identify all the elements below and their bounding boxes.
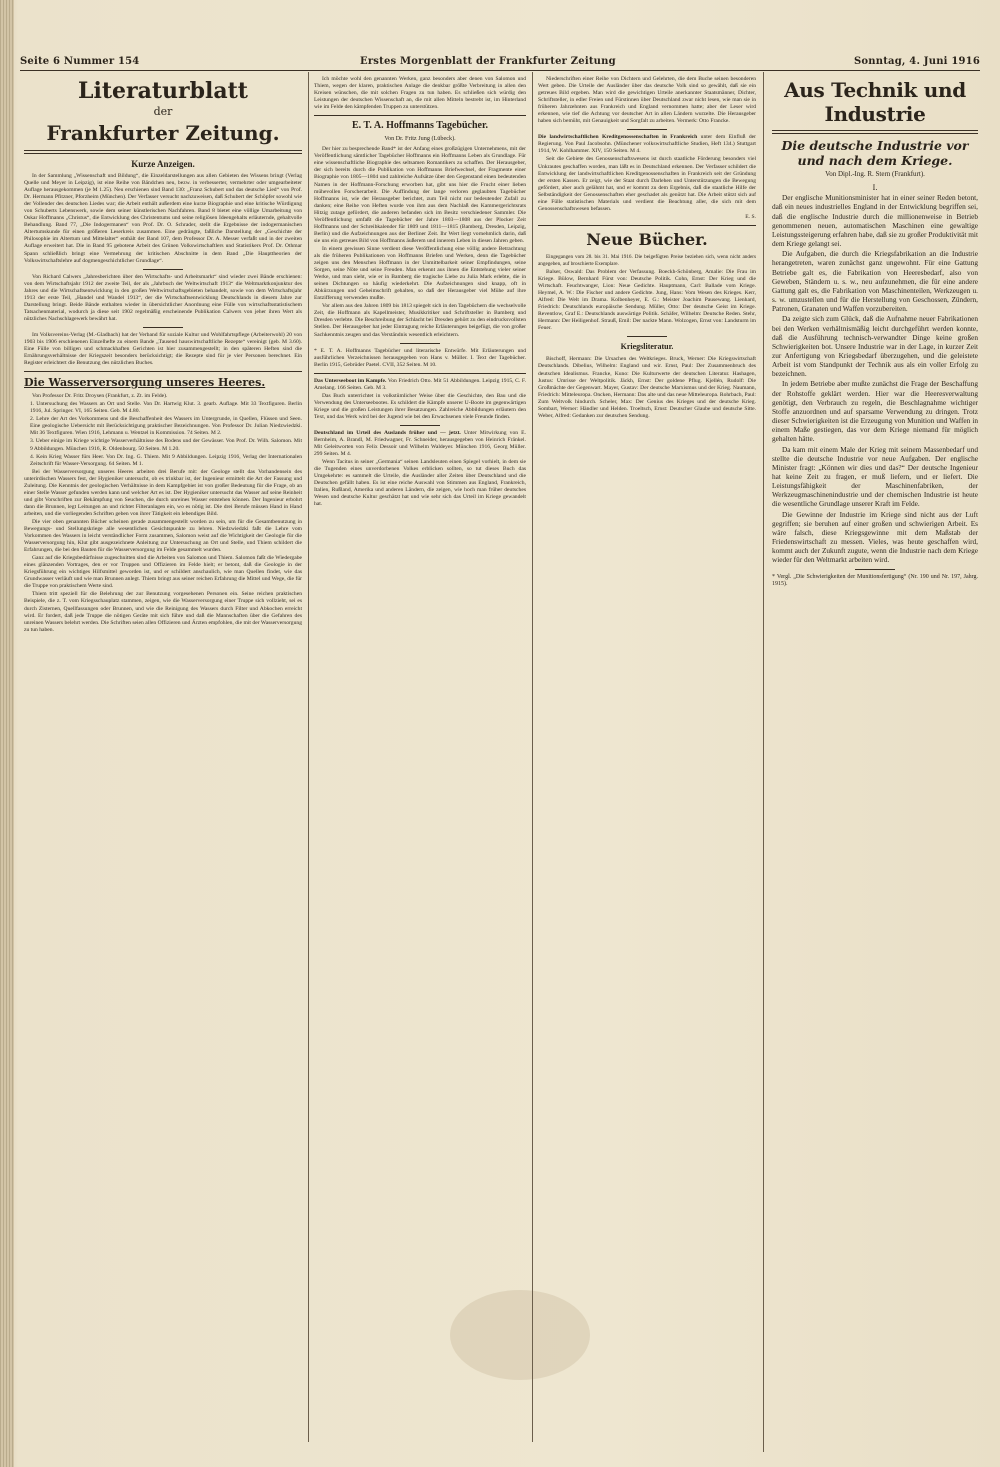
paragraph: In der Sammlung „Wissenschaft und Bildung“, die Einzeldarstellungen aus allen Gebieten des Wissens bringt (Verlag Quelle und Meyer in Leipzig), ist eine Reihe von Bändchen neu, bezw. in verbesserter, vermehrter oder umgearbeiteter Auflage herausgekommen (je M 1.25). Neu erschienen sind Band 130: „Franz Schubert und das deutsche Lied“ von Prof. Dr. Hermann Pfitzner, Pforzheim (München). Der Verfasser versucht nachzuweisen, daß Schubert der Schöpfer sowohl wie der Vollender des deutschen Liedes war; die Arbeit enthält außerdem eine kurze Biographie und eine kritische Würdigung von Schuberts Lebenswerk, sowie dem seiner künstlerischen Nachfahren. Band 8 bietet eine völlige Umarbeitung von Oskar Hoffmanns „Christus“, die Entwicklung des Christentums und seine religiösen Ideengehalts erläuternde, gehaltvolle Behandlung. Band 77, „Die Indogermanen“ von Prof. Dr. O. Schrader, stellt die Ergebnisse der indogermanischen Altertumskunde für einen größeren Leserkreis zusammen. Eine gedrängte, faßliche Darstellung der „Geschichte der Philosophie im Altertum und Mittelalter“ enthält der Band 107, dem Professor Dr. A. Messer verfaßt und in der zweiten Auflage erweitert hat. Die in Band 95 gebotene Arbeit des Grünen Volkswirtschaftlers und Statistikers Prof. Dr. Othmar Spann schließlich bringt eine Vermehrung der kritischen Abschnitte in dem Band „Die Haupttheorien der Volkswirtschaftslehre auf dogmengeschichtlicher Grundlage“. (24, 173, 302, 264)
review-info: Von Friedrich Otto. Mit 51 Abbildungen. Leipzig 1915, C. F. Amelang. 166 Seiten. Geb. M 3. (314, 377, 526, 391)
paragraph: Ganz auf die Kriegsbedürfnisse zugeschnitten sind die Arbeiten von Salomon und Thiem. Salomon faßt die Wiedergabe eines glänzenden Vortrages, den er vor Truppen und Offizieren im Felde hielt; er betont, daß die Geologie in der Kriegsführung ein wichtiges Hilfsmittel geworden ist, und er schildert anschaulich, wie man Quellen findet, wie das Grundwasser verläuft und wie man Brunnen anlegt. Thiem bringt aus seiner reichen Erfahrung die Mittel und Wege, die für die Truppe von praktischem Werte sind. (24, 555, 302, 590)
divider (314, 115, 526, 116)
review-info: unter dem Einfluß der Regierung. Von Paul Jacobsohn. (Münchener volkswirtschaftliche Studien, Heft 134.) Stuttgart 1914, W. Kohlhammer. XIV, 150 Seiten. M 4. (538, 134, 756, 155)
paragraph: Die Aufgaben, die durch die Kriegsfabrikation an die Industrie herangetreten, waren zunächst ganz ungewohnt. Für eine Gattung Betriebe galt es, die Fabrikation von Heeresbedarf, also von Geweben, Ständern u. s. w., neu aufzunehmen, die für eine andere Gattung galt es, die Fabrikation von Maschinenteilen, Werkzeugen u. s. w. umzustellen und für die Herstellung von Geschossen, Zündern, Patronen, Granaten und Waffen vorzubereiten. (772, 249, 978, 314)
paragraph: Da zeigte sich zum Glück, daß die Aufnahme neuer Fabrikationen bei den Werken verhältnismäßig leicht durchgeführt werden konnte, daß die Ausführung technisch-verwandter Dinge keine großen Schwierigkeiten bot. Unsere Industrie war in der Lage, in kurzer Zeit zur Anfertigung von Kriegsbedarf überzugehen, und die geleistete Arbeit ist vom Standpunkt der Technik aus als ein voller Erfolg zu bezeichnen. (772, 314, 978, 379)
paragraph: Niederschriften einer Reihe von Dichtern und Gelehrten, die dem Buche seinen besonderen Wert geben. Die Urteile der Ausländer über das deutsche Volk sind so gewählt, daß sie ein getreues Bild ergeben. Man wird die gewichtigen Urteile anerkannter Staatsmänner, Dichter, Schriftsteller, in edler Freien und Fürstinnen über Deutschland zwar nicht lesen, wie man sie in früheren Jahrzehnten aus Frankreich und England vernommen hatte; aber der Leser wird erkennen, wie tief die Achtung vor deutscher Art in allen Ländern wurzelte. Die Herausgeber haben sich bemüht, mit Genauigkeit und Sorgfalt zu arbeiten. Vermerk: Otto Francke. (538, 76, 756, 125)
paragraph: Vor allem aus den Jahren 1809 bis 1813 spiegelt sich in den Tagebüchern die wechselvolle Zeit, die Hoffmann als Kapellmeister, Musikkritiker und Schriftsteller in Bamberg und Dresden verlebte. Die Beschreibung der Schlacht bei Dresden gehört zu den eindrucksvollsten Stellen. Der Herausgeber hat jeder Eintragung reiche Erläuterungen beigefügt, die von großer Sachkenntnis zeugen und das Verständnis wesentlich erleichtern. (314, 303, 526, 338)
section-note: Eingegangen vom 28. bis 31. Mai 1916. Die beigefügten Preise beziehen sich, wenn nicht anders angegeben, auf broschierte Exemplare. (538, 253, 756, 267)
section-title-kriegsliteratur: Kriegsliteratur. (620, 342, 674, 352)
column-rule-1 (308, 72, 309, 1442)
divider (24, 371, 302, 372)
paragraph: Thiem tritt speziell für die Belehrung der zur Benutzung vorgesehenen Personen ein. Seine reichen praktischen Beispiele, die z. T. vom Kriegsschauplatz stammen, zeigen, wie die Wasserversorgung einer Truppe sich vollzieht, sei es durch Zisternen, Quellfassungen oder Brunnen, und wie die Reinigung des Wassers durch Filter und Abkochen erreicht wird. Er fordert, daß jede Truppe die nötigen Geräte mit sich führe und daß die Mannschaften über die Gefahren des unreinen Wassers belehrt werden. Die Schriften seien allen Offizieren und Ärzten empfohlen, die mit der Wasserversorgung zu tun haben. (24, 591, 302, 633)
footnote: * Vergl. „Die Schwierigkeiten der Munitionsfertigung“ (Nr. 190 und Nr. 197, Jahrg. 1915). (772, 573, 978, 587)
paragraph: Wenn Tacitus in seiner „Germania“ seinen Landsleuten einen Spiegel vorhielt, in dem sie die Tugenden eines unverdorbenen Volkes erblicken sollten, so tut dieses Buch das Umgekehrte: es sammelt die Urteile, die Ausländer aller Zeiten über Deutschland und die Deutschen gefällt haben. Es ist eine reiche Auswahl von Stimmen aus England, Frankreich, Italien, Rußland, Amerika und anderen Ländern, die zeigen, wie hoch man früher deutsches Wesen und deutsche Kultur geschätzt hat und wie sehr sich das Urteil im Kriege gewandelt hat. (314, 459, 526, 508)
paragraph: Ich möchte wohl den genannten Werken, ganz besonders aber denen von Salomon und Thiem, wegen der klaren, praktischen Anlage die denkbar größte Verbreitung in allen den Kreisen wünschen, die mit solchen Fragen zu tun haben. Es schließen sich würdig den Leistungen der deutschen Wissenschaft an, die mit allen Mitteln bestrebt ist, im Hinterland wie im Felde den kämpfenden Truppen zu unterstützen. (314, 76, 526, 111)
header-right: Sonntag, 4. Juni 1916 (854, 56, 980, 67)
binding-gutter (0, 0, 14, 1467)
divider (143, 269, 183, 270)
byline: Von Professor Dr. Fritz Droysen (Frankfurt, z. Zt. im Felde). (32, 393, 168, 400)
review-title: Die landwirtschaftlichen Kreditgenossenschaften in Frankreich (538, 134, 698, 141)
book-list: Bischoff, Hermann: Die Ursachen des Weltkrieges. Bruck, Werner: Die Kriegswirtschaft Deutschlands. Dibelius, Wilhelm: England und wir. Ernst, Paul: Der Zusammenbruch des deutschen Idealismus. Francke, Kuno: Die Kulturwerte der deutschen Literatur. Hashagen, Justus: Umrisse der Weltpolitik. Jäckh, Ernst: Der goldene Pflug. Kjellén, Rudolf: Die Großmächte der Gegenwart. Mayer, Gustav: Der deutsche Marxismus und der Krieg. Naumann, Friedrich: Mitteleuropa. Oncken, Hermann: Das alte und das neue Mitteleuropa. Rohrbach, Paul: Zum Weltvolk hindurch. Scheler, Max: Der Genius des Krieges und der deutsche Krieg. Sombart, Werner: Händler und Helden. Troeltsch, Ernst: Deutscher Glaube und deutsche Sitte. Weber, Alfred: Gedanken zur deutschen Sendung. (538, 356, 756, 419)
divider (627, 336, 667, 337)
divider (855, 569, 895, 570)
divider (314, 373, 526, 374)
book-list-item: 3. Ueber einige im Kriege wichtige Wasserverhältnisse des Bodens und der Gewässer. Von Prof. Dr. Wilh. Salomon. Mit 9 Abbildungen. München 1916, R. Oldenbourg. 50 Seiten. M 1.20. (30, 438, 302, 452)
divider (400, 425, 440, 426)
paragraph: In jedem Betriebe aber mußte zunächst die Frage der Beschaffung der Rohstoffe geklärt werden. Hier war die Heeresverwaltung genötigt, den Verbrauch zu regeln, die Beschlagnahme wichtiger Stoffe anzuordnen und auf sparsame Verwendung zu dringen. Trotz dieser Schwierigkeiten ist die Erzeugung von Munition und Waffen in einem Maße gestiegen, das vor dem Kriege niemand für möglich gehalten hätte. (772, 379, 978, 444)
divider (627, 129, 667, 130)
paragraph: Bei der Wasserversorgung unseres Heeres arbeiten drei Berufe mit: der Geologe stellt das Vorhandensein des unterirdischen Wassers fest, der Hygieniker untersucht, ob es trinkbar ist, der Ingenieur ermittelt die Art der Fassung und Zuleitung. Die Kenntnis der geologischen Verhältnisse in dem Kampfgebiet ist von großer Bedeutung für die Frage, ob an einer Stelle Wasser gefunden werden kann und welcher Art es ist. Der Hygieniker untersucht das Wasser auf seine Reinheit und gibt Vorschriften zur Bekämpfung von Seuchen, die durch unreines Wasser entstehen können. Der Ingenieur erbohrt dann die Brunnen, legt Leitungen an und richtet Filteranlagen ein, wo es nötig ist. Die drei Berufe müssen Hand in Hand arbeiten, und die vorliegenden Schriften geben von ihrer Tätigkeit ein lebendiges Bild. (24, 468, 302, 517)
book-list-item: 1. Untersuchung des Wassers an Ort und Stelle. Von Dr. Hartwig Klut. 3. gearb. Auflage. Mit 33 Textfiguren. Berlin 1916, Jul. Springer. VI, 165 Seiten. Geb. M 4.80. (30, 401, 302, 415)
paragraph: Die vier oben genannten Bücher scheinen gerade zusammengestellt worden zu sein, um für die Gesamtbenutzung in Bewegungs- und Stellungskriege alle wesentlichen Gesichtspunkte zu lehren. Niedzwiedzki faßt die Lehre vom Vorkommen des Wassers in leicht verständlicher Form zusammen, Salomon weist auf die Wichtigkeit der Geologie für die Wasserversorgung hin, Klut gibt ausgezeichnete Anleitung zur Untersuchung an Ort und Stelle, und Thiem schildert die Erfahrungen, die bei den Bauten für die Wasserversorgung im Felde gesammelt wurden. (24, 518, 302, 554)
column-rule-3 (763, 72, 764, 1452)
article-title-hoffmann: E. T. A. Hoffmanns Tagebücher. (352, 120, 488, 132)
review-title: Das Unterseeboot im Kampfe. (314, 377, 387, 384)
paragraph: Die Gewinne der Industrie im Kriege sind nicht aus der Luft gegriffen; sie beruhen auf einer großen und schwierigen Arbeit. Es wäre falsch, diese Kriegsgewinne mit dem Maßstab der Friedenswirtschaft zu messen. Vieles, was heute geschaffen wird, kommt auch der Zukunft zugute, wenn die Industrie nach dem Kriege wieder für den Weltmarkt arbeiten wird. (772, 509, 978, 565)
column-literaturblatt (24, 76, 302, 1451)
footnote: * E. T. A. Hoffmanns Tagebücher und literarische Entwürfe. Mit Erläuterungen und ausführlichen Verzeichnissen herausgegeben von Hans v. Müller. I. Text der Tagebücher. Berlin 1915, Gebrüder Paetel. CVII, 352 Seiten. M 10. (314, 347, 526, 368)
book-list-item: 4. Kein Krieg Wasser fürs Heer. Von Dr. Ing. G. Thiem. Mit 9 Abbildungen. Leipzig 1916, Verlag der Internationalen Zeitschrift für Wasser-Versorgung. 64 Seiten. M 1. (30, 453, 302, 467)
column-technik-industrie (772, 76, 978, 1446)
masthead-technik-industrie: Aus Technik und Industrie (784, 78, 966, 126)
header-left: Seite 6 Nummer 154 (20, 56, 140, 67)
section-title-wasserversorgung: Die Wasserversorgung unseres Heeres. (24, 376, 266, 390)
column-hoffmann (314, 76, 526, 1451)
masthead-rule (24, 150, 302, 154)
paragraph: Von Richard Calwers „Jahresberichten über den Wirtschafts- und Arbeitsmarkt“ sind wieder zwei Bände erschienen: von dem Wirtschaftsjahr 1912 der zweite Teil, der als „Jahrbuch der Weltwirtschaft 1913“ die Weltmarktkonjunktur des Jahres und die Wirtschaftsentwicklung in den großen Weltwirtschaftsgebieten behandelt, sowie von dem Wirtschaftsjahr 1913 der erste Teil, „Handel und Wandel 1913“, der die Wirtschaftsentwicklung Deutschlands in diesem Jahre zur Darstellung bringt. Beide Bände enthalten wieder in übersichtlicher Anordnung eine Fülle von wirtschaftsstatistischem Tatsachenmaterial, wodurch ja diese seit 1902 regelmäßig erscheinende Publikation Calwers von jeher ihren Wert als nützliches Nachschlagewerk bewährt hat. (24, 273, 302, 322)
column-neue-buecher (538, 76, 756, 1451)
divider (538, 225, 756, 226)
signature: E. S. (745, 213, 756, 220)
column-rule-2 (532, 72, 533, 1442)
book-list: Balser, Oswald: Das Problem der Verfassung. Boeckh-Schönberg, Amalie: Die Frau im Kriege. Bülow, Bernhard Fürst von: Deutsche Politik. Cohn, Ernst: Der Krieg und die Wirtschaft. Feuchtwanger, Lion: Neue Gedichte. Hauptmann, Carl: Ballade vom Kriege. Heymel, A. W.: Die Fischer und andere Gedichte. Jung, Hans: Vom Wesen des Krieges. Kerr, Alfred: Die Welt im Drama. Kolbenheyer, E. G.: Meister Joachim Pausewang. Lienhard, Friedrich: Deutschlands europäische Sendung. Müller, Otto: Der deutsche Geist im Kriege. Reventlow, Graf E.: Deutschlands auswärtige Politik. Schäfer, Wilhelm: Deutsche Reden. Stehr, Hermann: Der Heiligenhof. Strauß, Emil: Der nackte Mann. Wolzogen, Ernst von: Landsturm im Feuer. (538, 268, 756, 332)
masthead-literaturblatt: Literaturblatt (78, 78, 248, 104)
review-info: Unter Mitwirkung von E. Bernheim, A. Brandl, M. Friedwagner, Fr. Schneider, herausgegeben von Heinrich Fränkel. Mit Geleitworten von Felix Dessoir und Wilhelm Waldeyer. München 1916, Georg Müller. 299 Seiten. M 4. (314, 429, 526, 458)
divider (400, 343, 440, 344)
article-title-industrie: Die deutsche Industrie vor und nach dem Kriege. (781, 138, 969, 168)
paragraph: Seit die Gebiete des Genossenschaftswesens ist durch staatliche Förderung besonders viel Unkrautes geschaffen worden, man läßt es in Deutschland erkennen. Der Verfasser schildert die Entwicklung der landwirtschaftlichen Kreditgenossenschaften in Frankreich seit der Gründung der ersten Kassen. Er zeigt, wie der Staat durch Darlehen und Unterstützungen die Bewegung gefördert, aber auch gelähmt hat, und er kommt zu dem Ergebnis, daß die staatliche Hilfe der Selbständigkeit der Genossenschaften eher geschadet als genützt hat. Die Arbeit stützt sich auf eine Fülle statistischen Materials und verdient die Beachtung aller, die sich mit dem Genossenschaftswesen befassen. (538, 156, 756, 212)
paragraph: Da kam mit einem Male der Krieg mit seinem Massenbedarf und stellte die deutsche Industrie vor neue Aufgaben. Der englische Minister fragt: „Können wir dies und das?“ Der deutsche Ingenieur hat keine Zeit zu fragen, er muß liefern, und er liefert. Die Leistungsfähigkeit der Maschinenfabriken, der Werkzeugmaschinenindustrie und der chemischen Industrie ist heute die wesentliche Grundlage unserer Kraft im Felde. (772, 444, 978, 509)
divider (143, 327, 183, 328)
header-center: Erstes Morgenblatt der Frankfurter Zeitung (360, 56, 616, 67)
masthead-der: der (153, 105, 173, 118)
masthead-rule (772, 130, 978, 134)
header-rule (20, 70, 980, 71)
section-title-kurze-anzeigen: Kurze Anzeigen. (131, 159, 195, 169)
paragraph: Das Buch unterrichtet in volkstümlicher Weise über die Geschichte, den Bau und die Verwendung des Unterseebootes. Es schildert die Kämpfe unserer U-Boote im gegenwärtigen Kriege und die großen Leistungen ihrer Besatzungen. Zahlreiche Abbildungen erläutern den Text, und das Werk wird bei der Jugend wie bei den Erwachsenen viele Freunde finden. (314, 392, 526, 420)
review-title: Deutschland im Urteil des Auslands früher und — jetzt. (314, 429, 461, 436)
paragraph: Der hier zu besprechende Band* ist der Anfang eines großzügigen Unternehmens, mit der Veröffentlichung sämtlicher Tagebücher Hoffmanns ein Hoffmanns Leben als Grundlage. Für eine wissenschaftliche Biographie des seltsamen Romantikers zu schaffen. Der Herausgeber, der sich bereits durch die Publikation von Hoffmanns Briefwechsel, der Fragmente einer Biographie von 1805—1804 und zahlreiche Aufsätze über den Gegenstand einen bedeutenden Namen in der Hoffmann-Forschung erworben hat, gibt uns hier die Frucht einer lieben mühevollen Forscherarbeit. Die Auffindung der lange verloren geglaubten Tagebücher Hoffmanns ist, wie der Herausgeber berichtet, zum Teil nicht nur bedeutender Zufall zu danken; eine Reihe von Heften wurde von ihm aus dem Nachlaß des Kammergerichtsrats Hitzig zutage gefördert, die anderen befanden sich im Besitz verschiedener Sammler. Die Veröffentlichung umfaßt die Tagebücher der Jahre 1803—1808 aus der Plocker Zeit Hoffmanns und der Schreibkalender für 1809 und 1811—1815 (Bamberg, Dresden, Leipzig, Berlin) und die Aufzeichnungen aus der Berliner Zeit. Ihr Wert liegt vornehmlich darin, daß sie uns ein getreues Bild von Hoffmanns äußerem und innerem Leben in diesen Jahren geben. (314, 146, 526, 244)
article-byline: Von Dipl.-Ing. R. Stern (Frankfurt). (825, 170, 925, 178)
part-number: I. (872, 183, 878, 193)
book-list-item: 2. Lehre der Art des Vorkommens und die Beschaffenheit des Wassers im Untergrunde, in Quellen, Flüssen und Seen. Eine geologische Uebersicht mit Berücksichtigung praktischer Bezeichnungen. Von Professor Dr. Julian Niedzwiedzki. Mit 36 Textfiguren. Wien 1916, Lehmann u. Wentzel in Kommission. 74 Seiten. M 2. (30, 416, 302, 437)
section-title-neue-buecher: Neue Bücher. (586, 229, 708, 249)
article-byline: Von Dr. Fritz Jung (Lübeck). (384, 135, 456, 143)
paragraph: Im Volksvereins-Verlag (M.-Gladbach) hat der Verband für soziale Kultur und Wohlfahrtspflege (Arbeiterwohl) 20 von 1903 bis 1906 erschienenen Einzelhefte zu einem Bande „Tausend hauswirtschaftliche Rezepte“ vereinigt (geb. M 3.60). Eine Fülle von billigen und schmackhaften Gerichten ist hier zusammengestellt; in den späteren Heften sind die Ernährungsverhältnisse der Kriegszeit besonders berücksichtigt; die Rezepte sind für je vier Personen berechnet. Ein Register erleichtert die Benutzung des nützlichen Buches. (24, 331, 302, 367)
paragraph: Der englische Munitionsminister hat in einer seiner Reden betont, daß ein neues industrielles England in der Entwicklung begriffen sei, daß die englische Industrie durch die millionenweise in Betrieb genommenen neuen, automatischen Maschinen eine gewaltige Leistungssteigerung erfahren habe, daß sie zu großer Produktivität mit dem Kriege gelangt sei. (772, 193, 978, 249)
masthead-frankfurter-zeitung: Frankfurter Zeitung. (46, 121, 280, 145)
paragraph: In einem gewissen Sinne verdient diese Veröffentlichung eine völlig andere Betrachtung als die früheren Publikationen von Hoffmanns Briefen und Werken, denn die Tagebücher zeigen uns den Menschen Hoffmann in der Unmittelbarkeit seiner Empfindungen, seine Sorgen, seine Nöte und seine Freuden. Man erkennt aus ihnen die Entstehung vieler seiner Werke, und man sieht, wie er in Bamberg die tragische Liebe zu Julia Mark erlebte, die in seinen Dichtungen so häufig wiederkehrt. Die Aufzeichnungen sind knapp, oft in Abkürzungen und Geheimschrift gehalten, so daß der Herausgeber viel Mühe auf ihre Entzifferung verwenden mußte. (314, 245, 526, 302)
